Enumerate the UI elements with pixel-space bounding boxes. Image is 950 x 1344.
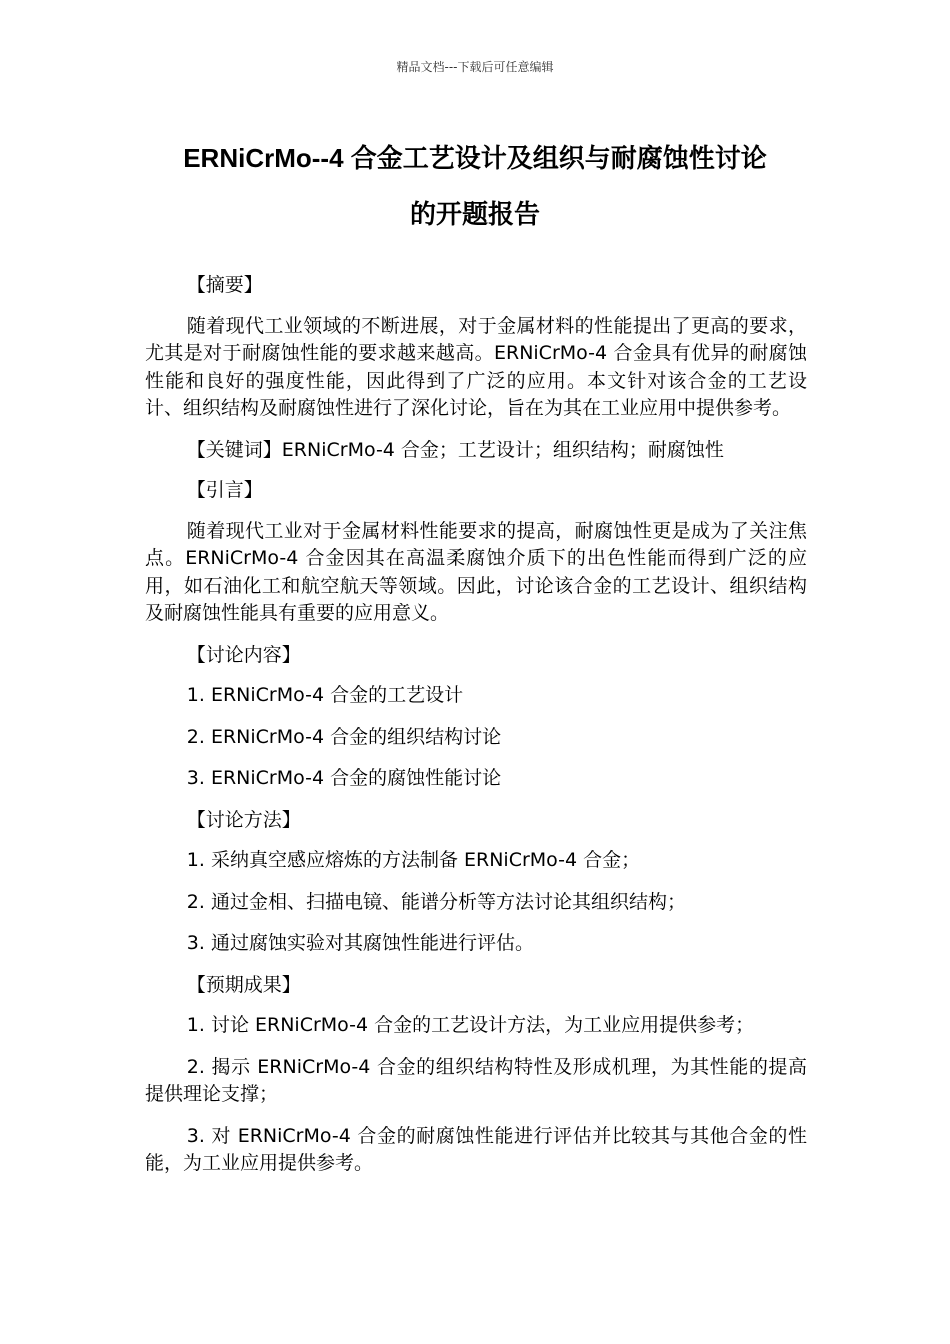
content-heading: 【讨论内容】 (186, 643, 301, 666)
abstract-heading: 【摘要】 (186, 274, 263, 296)
outcomes-heading: 【预期成果】 (186, 973, 301, 996)
methods-item: 2. 通过金相、扫描电镜、能谱分析等方法讨论其组织结构； (186, 890, 686, 913)
content-item: 2. ERNiCrMo-4 合金的组织结构讨论 (186, 725, 502, 748)
outcomes-item: 3. 对 ERNiCrMo-4 合金的耐腐蚀性能进行评估并比较其与其他合金的性能，为工业应用提供参考。 (145, 1124, 807, 1174)
title-line-1: ERNiCrMo--4 合金工艺设计及组织与耐腐蚀性讨论 (183, 143, 767, 173)
introduction-text: 随着现代工业对于金属材料性能要求的提高，耐腐蚀性更是成为了关注焦点。ERNiCrMo-4 合金因其在高温柔腐蚀介质下的出色性能而得到广泛的应用，如石油化工和航空航天等领域。因此，讨论该合金的工艺设计、组织结构及耐腐蚀性能具有重要的应用意义。 (145, 519, 807, 624)
methods-item: 1. 采纳真空感应熔炼的方法制备 ERNiCrMo-4 合金； (186, 849, 641, 871)
methods-heading: 【讨论方法】 (186, 808, 301, 831)
document-body (145, 272, 807, 1192)
document-title (120, 130, 830, 242)
title-line-2: 的开题报告 (409, 199, 540, 229)
outcomes-item: 1. 讨论 ERNiCrMo-4 合金的工艺设计方法，为工业应用提供参考； (186, 1014, 755, 1036)
content-item: 1. ERNiCrMo-4 合金的工艺设计 (186, 684, 464, 706)
header-note: 精品文档---下载后可任意编辑 (396, 60, 554, 74)
methods-item: 3. 通过腐蚀实验对其腐蚀性能进行评估。 (186, 932, 534, 954)
abstract-text: 随着现代工业领域的不断进展，对于金属材料的性能提出了更高的要求，尤其是对于耐腐蚀性能的要求越来越高。ERNiCrMo-4 合金具有优异的耐腐蚀性能和良好的强度性能，因此得到了广泛的应用。本文针对该合金的工艺设计、组织结构及耐腐蚀性进行了深化讨论，旨在为其在工业应用中提供参考。 (145, 314, 807, 419)
outcomes-item: 2. 揭示 ERNiCrMo-4 合金的组织结构特性及形成机理，为其性能的提高提供理论支撑； (145, 1055, 807, 1105)
content-item: 3. ERNiCrMo-4 合金的腐蚀性能讨论 (186, 767, 502, 789)
keywords-line: 【关键词】ERNiCrMo-4 合金；工艺设计；组织结构；耐腐蚀性 (186, 438, 724, 461)
introduction-heading: 【引言】 (186, 479, 263, 501)
